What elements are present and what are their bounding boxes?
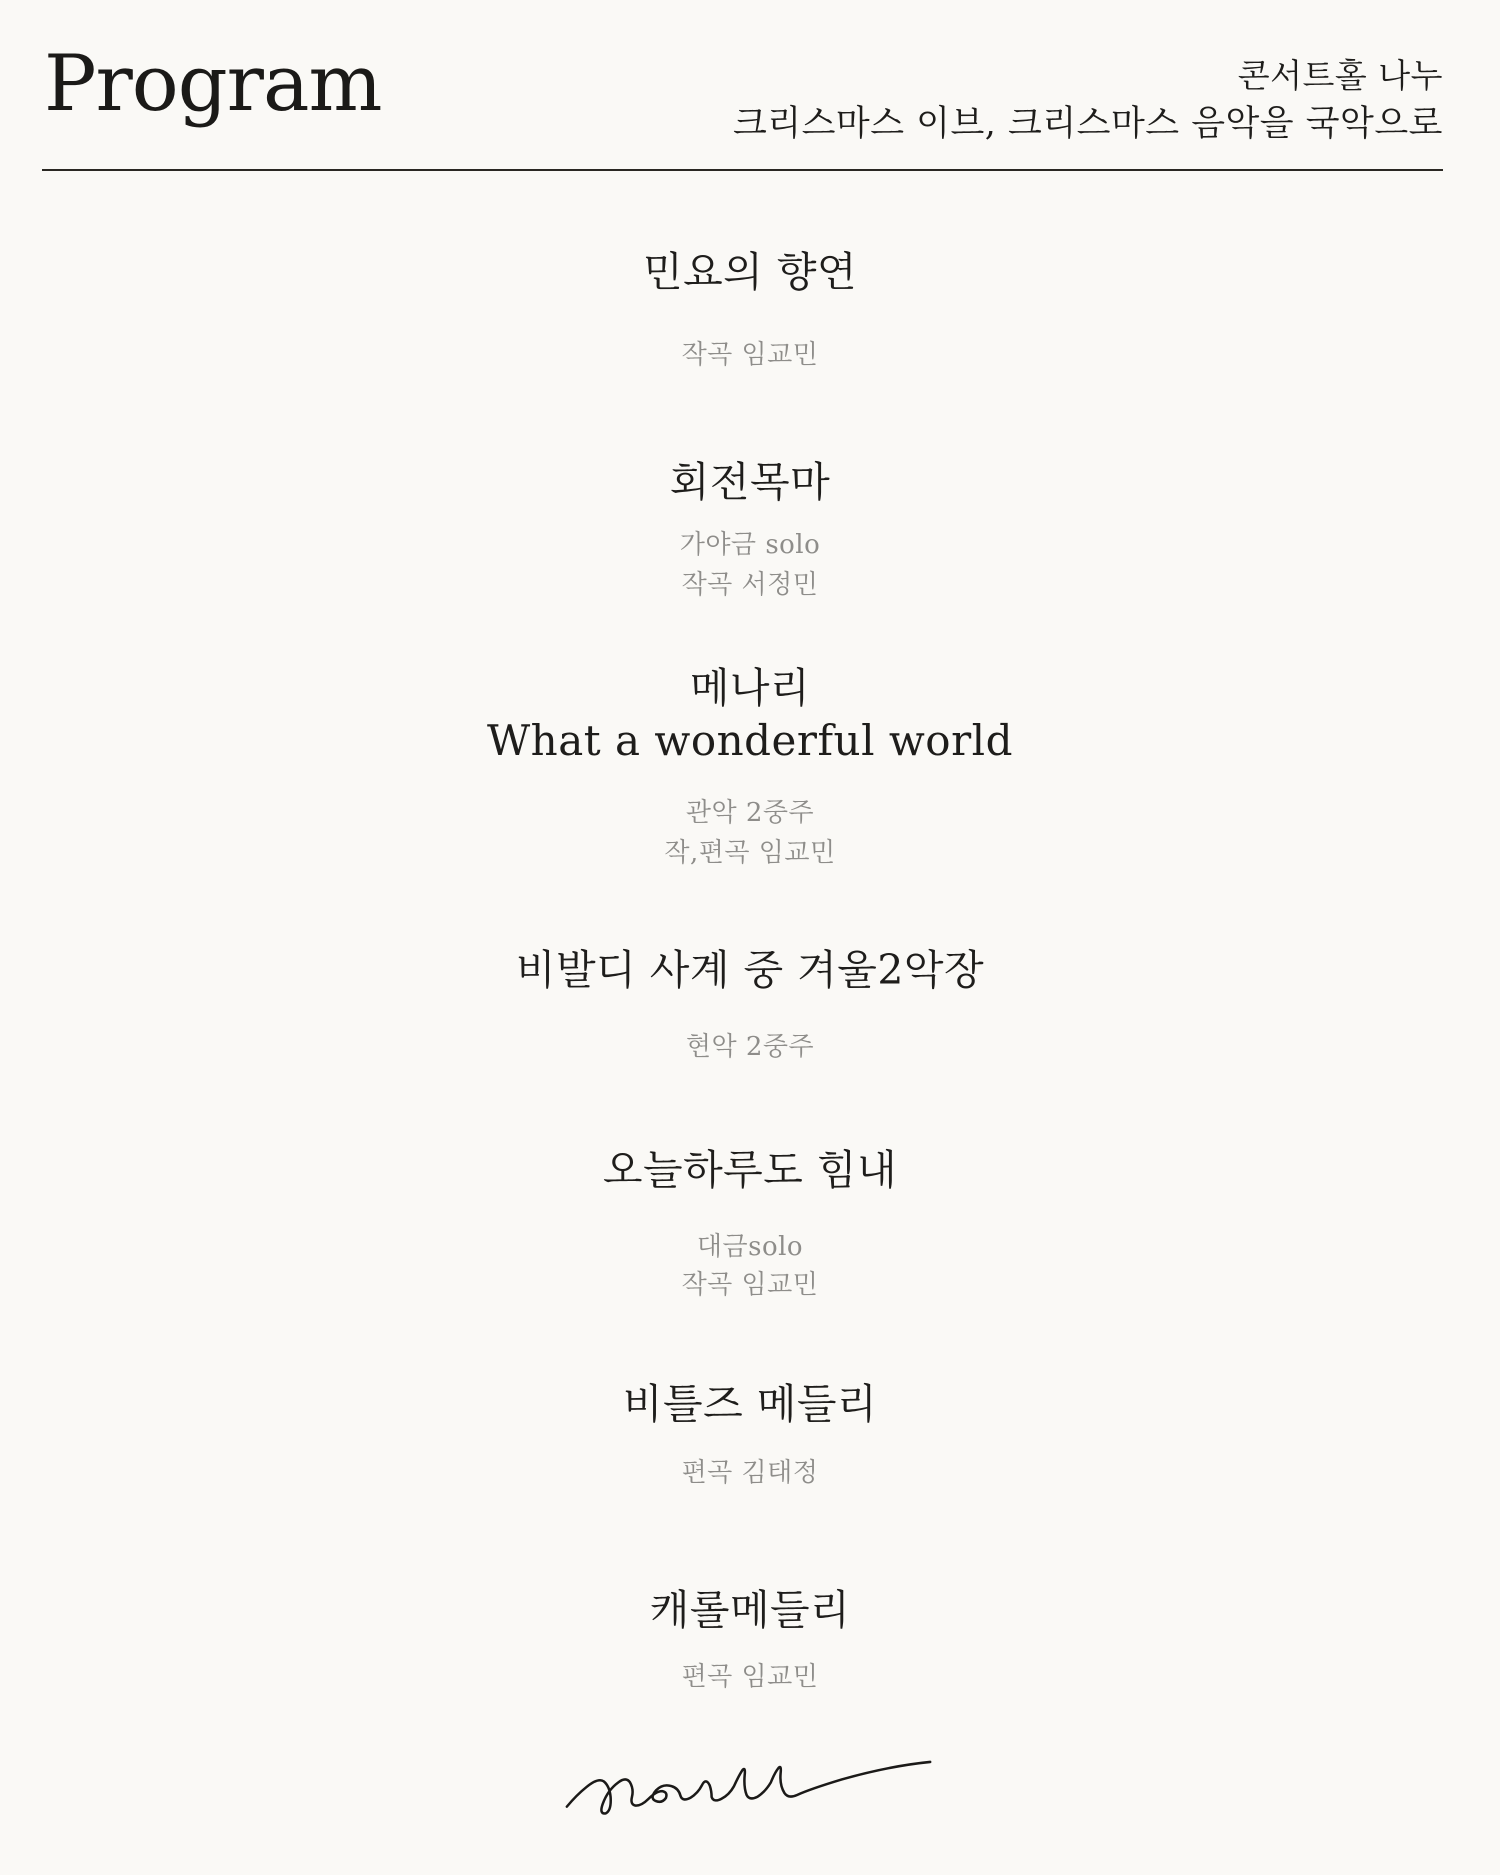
program-item-title-english: What a wonderful world: [487, 716, 1013, 765]
program-item-detail: 작,편곡 임교민: [664, 838, 836, 868]
program-item-detail: 작곡 임교민: [681, 1270, 819, 1300]
nanu-signature-icon: [552, 1760, 947, 1828]
program-item-detail: 관악 2중주: [685, 798, 815, 828]
program-item-detail: 현악 2중주: [685, 1032, 815, 1062]
header-divider: [42, 169, 1443, 171]
program-item-title: 메나리: [689, 664, 811, 712]
page-title: Program: [44, 39, 382, 129]
program-item-title: 회전목마: [669, 458, 831, 506]
concert-subtitle: 크리스마스 이브, 크리스마스 음악을 국악으로: [732, 104, 1443, 144]
program-item-detail: 대금solo: [696, 1232, 804, 1262]
program-item-detail: 편곡 김태정: [681, 1458, 819, 1488]
program-item-detail: 작곡 임교민: [681, 340, 819, 370]
program-item-detail: 편곡 임교민: [681, 1662, 819, 1692]
venue-name: 콘서트홀 나누: [1237, 56, 1443, 95]
program-item-detail: 가야금 solo: [679, 530, 821, 560]
program-item-title: 오늘하루도 힘내: [602, 1146, 898, 1194]
program-item-title: 민요의 향연: [642, 248, 858, 296]
program-item-title: 비발디 사계 중 겨울2악장: [515, 946, 985, 994]
program-item-title: 비틀즈 메들리: [622, 1380, 878, 1428]
program-item-detail: 작곡 서정민: [681, 570, 819, 600]
program-item-title: 캐롤메들리: [649, 1586, 851, 1634]
